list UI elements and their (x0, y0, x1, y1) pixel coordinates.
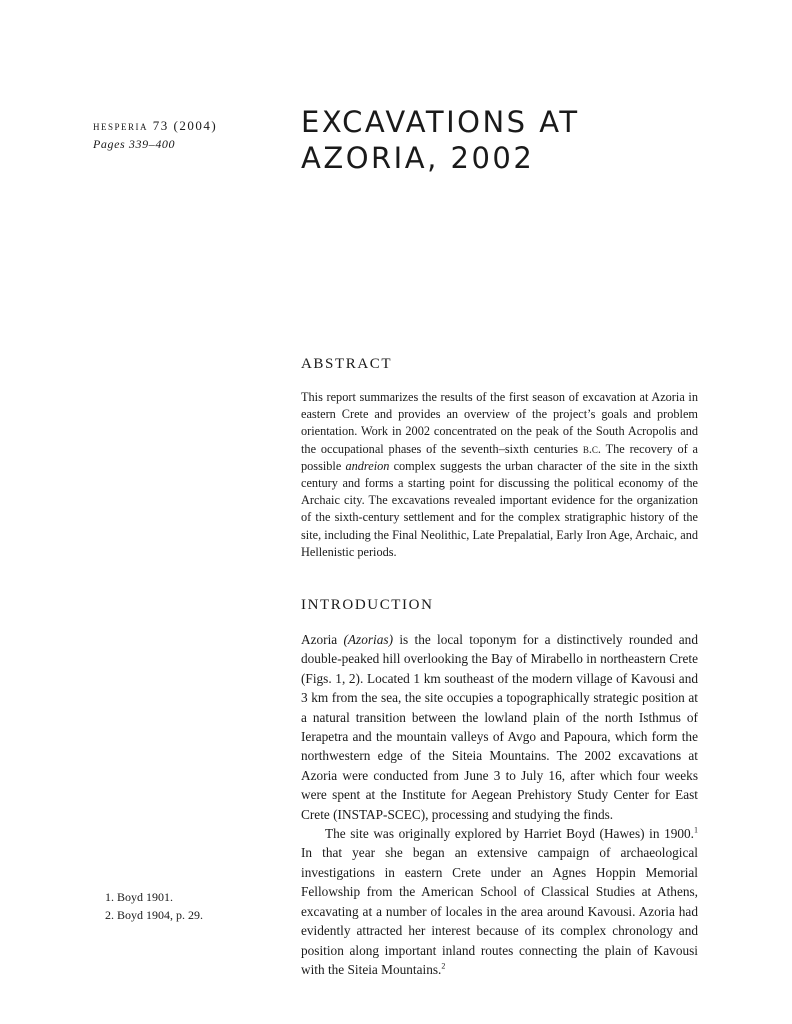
introduction-body (301, 630, 698, 979)
footnote-ref-2: 2 (441, 961, 446, 971)
page-range: Pages 339–400 (93, 137, 176, 152)
footnote-ref-1: 1 (694, 825, 698, 835)
abstract-text: This report summarizes the results of the first season of excavation at Azoria in eastern Crete and provides an overview of the project’s goals and problem orientation. Work in 2002 concentrated on the peak of the South Acropolis and the occupational phases of the seventh–sixth centuries b.c. The recovery of a possible andreion complex suggests the urban character of the site in the sixth century and forms a starting point for discussing the political economy of the Archaic city. The excavations revealed important evidence for the organization of the sixth-century settlement and for the complex stratigraphic history of the site, including the Final Neolithic, Late Prepalatial, Early Iron Age, Archaic, and Hellenistic periods. (301, 390, 698, 559)
introduction-heading: INTRODUCTION (301, 597, 434, 613)
intro-paragraph-1: Azoria (Azorias) is the local toponym for a distinctively rounded and double-peaked hill overlooking the Bay of Mirabello in northeastern Crete (Figs. 1, 2). Located 1 km southeast of the modern village of Kavousi and 3 km from the sea, the site occupies a topographically strategic position at a natural transition between the lowland plain of the north Isthmus of Ierapetra and the mountain valleys of Avgo and Papoura, which form the northwestern edge of the Siteia Mountains. The 2002 excavations at Azoria were conducted from June 3 to July 16, after which four weeks were spent at the Institute for Aegean Prehistory Study Center for East Crete (INSTAP-SCEC), processing and studying the finds. (301, 632, 698, 822)
intro-paragraph-2: The site was originally explored by Harriet Boyd (Hawes) in 1900.$^1$ In that year she began an extensive campaign of archaeological investigations in eastern Crete under an Agnes Hoppin Memorial Fellowship from the American School of Classical Studies at Athens, excavating at a number of locales in the area around Kavousi. Azoria had evidently attracted her interest because of its complex chronology and position along important inland routes connecting the plain of Kavousi with the Siteia Mountains.$^2$ (301, 825, 698, 977)
abstract-heading: ABSTRACT (301, 356, 393, 372)
footnotes (105, 888, 203, 924)
title-line-1: EXCAVATIONS AT (301, 105, 580, 139)
footnote-2: 2. Boyd 1904, p. 29. (105, 908, 204, 922)
article-title (301, 104, 580, 176)
title-line-2: AZORIA, 2002 (301, 141, 535, 175)
footnote-1: 1. Boyd 1901. (105, 890, 174, 904)
journal-info (93, 118, 217, 152)
journal-name: hesperia 73 (2004) (93, 118, 218, 133)
